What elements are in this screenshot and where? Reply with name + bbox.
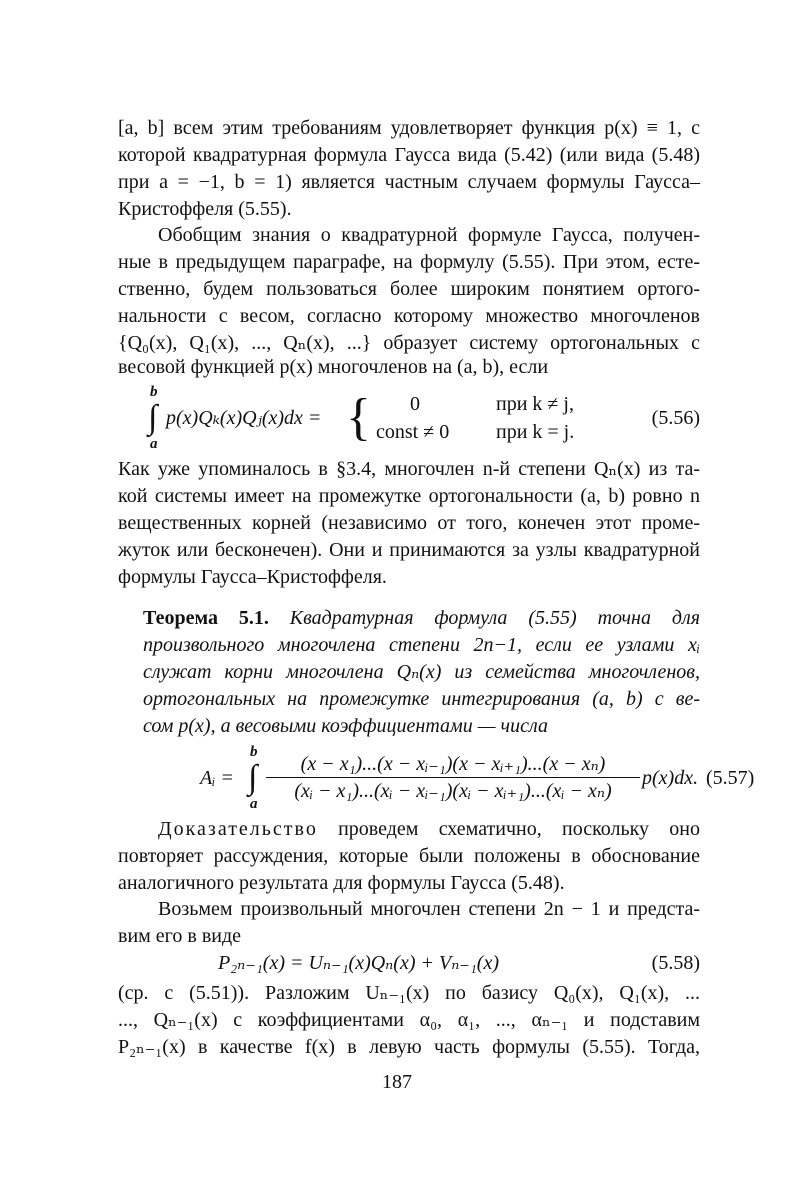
text-line: ственно, будем пользоваться более широким понятием ортого- bbox=[118, 278, 700, 300]
text-line: аналогичного результата для формулы Гаусса (5.48). bbox=[118, 872, 565, 894]
case-1-value: 0 bbox=[410, 393, 420, 415]
text-line: Обобщим знания о квадратурной формуле Гаусса, получен- bbox=[158, 224, 700, 246]
theorem-label: Теорема 5.1. bbox=[143, 607, 269, 629]
proof-text: проведем схематично, поскольку оно bbox=[338, 818, 701, 840]
text-line: P₂ₙ₋₁(x) в качестве f(x) в левую часть формулы (5.55). Тогда, bbox=[118, 1036, 700, 1058]
equation-body: P₂ₙ₋₁(x) = Uₙ₋₁(x)Qₙ(x) + Vₙ₋₁(x) bbox=[218, 952, 500, 974]
theorem-text: Квадратурная формула (5.55) точна для bbox=[289, 607, 700, 629]
equation-5-56 bbox=[118, 384, 700, 452]
integrand: p(x)Qₖ(x)Qⱼ(x)dx = bbox=[166, 407, 322, 429]
text-line: ..., Qₙ₋₁(x) с коэффициентами α₀, α₁, ..., αₙ₋₁ и подставим bbox=[118, 1009, 700, 1031]
text-line: ортогональных на промежутке интегрирования (a, b) с ве- bbox=[143, 688, 700, 710]
case-1-condition: при k ≠ j, bbox=[496, 393, 574, 415]
text-line: нальности с весом, согласно которому множество многочленов bbox=[118, 305, 700, 327]
fraction-bar bbox=[266, 777, 640, 778]
text-line: Кристоффеля (5.55). bbox=[118, 198, 292, 220]
text-line: которой квадратурная формула Гаусса вида (5.42) (или вида (5.48) bbox=[118, 144, 700, 166]
case-2-condition: при k = j. bbox=[496, 421, 575, 443]
text-line: при a = −1, b = 1) является частным случаем формулы Гаусса– bbox=[118, 171, 700, 193]
text-line: жуток или бесконечен). Они и принимаются за узлы квадратурной bbox=[118, 539, 700, 561]
integral-sign: ∫ bbox=[248, 759, 258, 796]
text-line: Возьмем произвольный многочлен степени 2n − 1 и предста- bbox=[158, 898, 700, 920]
equation-number: (5.57) bbox=[706, 767, 755, 789]
text-line: кой системы имеет на промежутке ортогональности (a, b) ровно n bbox=[118, 485, 700, 507]
text-line: формулы Гаусса–Кристоффеля. bbox=[118, 566, 387, 588]
numerator: (x − x₁)...(x − xᵢ₋₁)(x − xᵢ₊₁)...(x − xₙ) bbox=[300, 753, 606, 775]
text-line: служат корни многочлена Qₙ(x) из семейства многочленов, bbox=[143, 661, 700, 683]
fraction bbox=[266, 752, 640, 803]
text-line: [a, b] всем этим требованиям удовлетворяет функция p(x) ≡ 1, с bbox=[118, 117, 700, 139]
proof-label: Доказательство bbox=[158, 818, 318, 840]
page-number: 187 bbox=[382, 1071, 412, 1093]
text-line: вим его в виде bbox=[118, 925, 242, 947]
text-line bbox=[143, 605, 700, 632]
text-line: вещественных корней (независимо от того, конечен этот проме- bbox=[118, 512, 700, 534]
text-line: весовой функцией p(x) многочленов на (a, b), если bbox=[118, 356, 549, 378]
integral-sign: ∫ bbox=[148, 399, 158, 436]
denominator: (xᵢ − x₁)...(xᵢ − xᵢ₋₁)(xᵢ − xᵢ₊₁)...(xᵢ − xₙ) bbox=[294, 780, 612, 802]
equation-number: (5.56) bbox=[651, 407, 700, 429]
brace: { bbox=[346, 389, 371, 446]
equation-number: (5.58) bbox=[651, 952, 700, 974]
tail: p(x)dx. bbox=[642, 767, 699, 789]
text-line: (ср. с (5.51)). Разложим Uₙ₋₁(x) по базису Q₀(x), Q₁(x), ... bbox=[118, 982, 700, 1004]
text-line bbox=[158, 816, 700, 843]
lhs: Aᵢ = bbox=[200, 767, 234, 789]
text-line: ные в предыдущем параграфе, на формулу (5.55). При этом, есте- bbox=[118, 251, 700, 273]
text-line: произвольного многочлена степени 2n−1, если ее узлами xᵢ bbox=[143, 634, 700, 656]
lower-limit: a bbox=[250, 796, 258, 812]
case-2-value: const ≠ 0 bbox=[376, 421, 450, 443]
upper-limit: b bbox=[250, 744, 258, 760]
upper-limit: b bbox=[150, 384, 158, 400]
text-line: сом p(x), а весовыми коэффициентами — числа bbox=[143, 715, 548, 737]
text-line: Как уже упоминалось в §3.4, многочлен n-й степени Qₙ(x) из та- bbox=[118, 458, 700, 480]
lower-limit: a bbox=[150, 436, 158, 452]
text-line: повторяет рассуждения, которые были положены в обоснование bbox=[118, 845, 700, 867]
equation-5-57 bbox=[118, 744, 755, 812]
text-line: {Q₀(x), Q₁(x), ..., Qₙ(x), ...} образует систему ортогональных с bbox=[118, 332, 700, 354]
equation-5-58 bbox=[118, 951, 700, 977]
